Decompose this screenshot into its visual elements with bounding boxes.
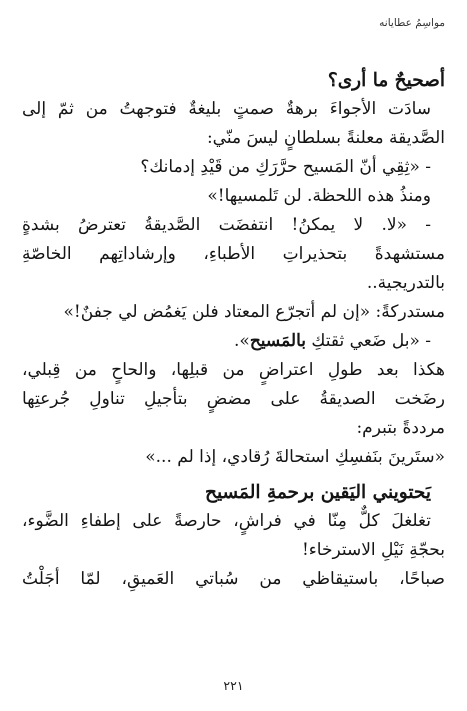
section-heading: أصحيحٌ ما أرى؟	[327, 70, 445, 91]
paragraph-line: صباحًا، باستيقاظي من سُباتي العَميقِ، لمّا أجَلْتُ	[22, 569, 445, 589]
paragraph-line: بالتدريجية..	[366, 273, 445, 293]
paragraph-line: مرددةً بتبرم:	[356, 418, 445, 438]
paragraph-line: سادَت الأجواءَ برهةٌ صمتٍ بليغةٌ فتوجهتُ من ثمّ إلى	[22, 99, 431, 119]
dialogue-line: - «ثِقِي أنّ المَسيح حرَّرَكِ من قَيْدِ إدمانك؟	[140, 157, 431, 177]
bold-emphasis: بالمَسيح	[249, 331, 307, 351]
paragraph-line: بحجّةِ نَيْلِ الاسترخاء!	[301, 540, 445, 560]
dialogue-suffix: ».	[234, 331, 250, 351]
paragraph-line: مستشهدةً بتحذيراتِ الأطباءِ، وإرشاداتِهم الخاصّةِ	[22, 244, 445, 264]
paragraph-line: مستدركةً: «إن لم أتجرّع المعتاد فلن يَغمُض لي جفنٌ!»	[63, 302, 445, 322]
dialogue-line: ومنذُ هذه اللحظة. لن تَلمسيها!»	[207, 186, 431, 206]
page-number: ٢٢١	[223, 678, 244, 693]
paragraph-line: رضَخت الصديقةُ على مضضٍ بتأجيلِ تناولِ جُرعتِها	[22, 389, 445, 409]
dialogue-prefix: - «بل ضَعي ثقتكِ	[306, 331, 431, 351]
section-heading: يَحتويني اليَقين برحمةِ المَسيح	[205, 482, 431, 503]
page-body	[22, 66, 445, 594]
quote-line: «ستَرينَ بنَفسِكِ استحالةَ رُقادي، إذا لم ...»	[145, 447, 445, 467]
dialogue-line	[22, 327, 445, 356]
paragraph-line: هكذا بعد طولِ اعتراضٍ من قبلِها، والحاحٍ من قِبلي،	[22, 360, 445, 380]
paragraph-line: تغلغلَ كلٌّ مِنّا في فراشٍ، حارصةً على إطفاءِ الضَّوء،	[22, 511, 431, 531]
running-header: مواسِمُ عطايانه	[379, 17, 445, 29]
dialogue-line: - «لا. لا يمكنُ! انتفضَت الصَّديقةُ تعترضُ بشدةٍ	[22, 215, 431, 235]
paragraph-line: الصَّديقة معلنةً بسلطانٍ ليسَ منّي:	[206, 128, 445, 148]
